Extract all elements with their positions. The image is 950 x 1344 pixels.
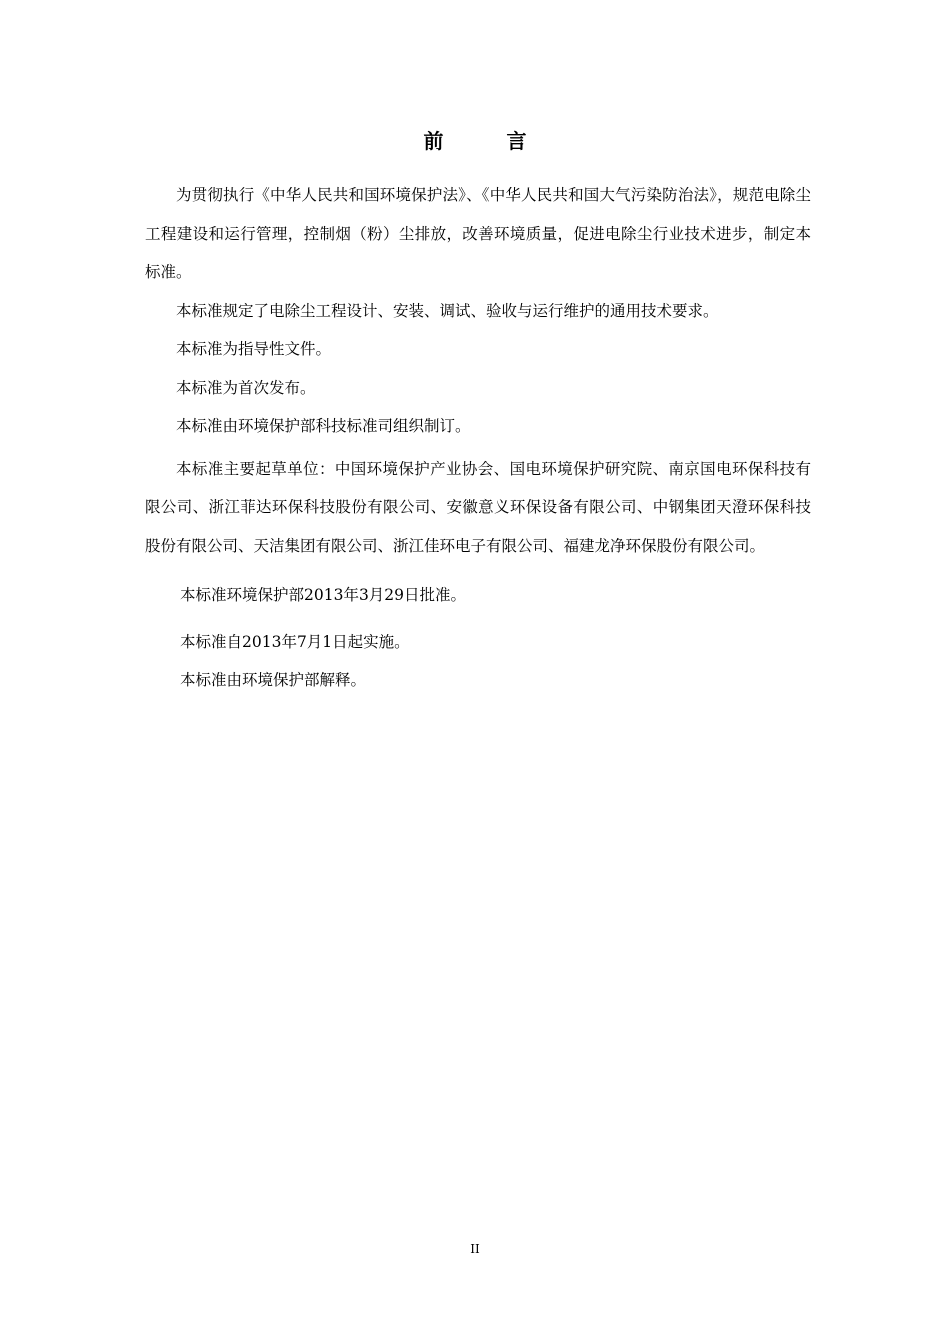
paragraph-drafters: 本标准主要起草单位：中国环境保护产业协会、国电环境保护研究院、南京国电环保科技有限公司、浙江菲达环保科技股份有限公司、安徽意义环保设备有限公司、中钢集团天澄环保科技股份有限公司、天洁集团有限公司、浙江佳环电子有限公司、福建龙净环保股份有限公司。 — [145, 459, 811, 555]
paragraph-organizer: 本标准由环境保护部科技标准司组织制订。 — [176, 417, 471, 435]
paragraph-first-release: 本标准为首次发布。 — [176, 378, 316, 397]
paragraph-nature: 本标准为指导性文件。 — [176, 340, 332, 358]
paragraph-purpose: 为贯彻执行《中华人民共和国环境保护法》、《中华人民共和国大气污染防治法》，规范电除尘工程建设和运行管理，控制烟（粉）尘排放，改善环境质量，促进电除尘行业技术进步，制定本标准。 — [145, 186, 811, 281]
page-title: 前 言 — [423, 129, 555, 153]
paragraph-interpretation: 本标准由环境保护部解释。 — [180, 671, 367, 689]
paragraph-effective-date: 本标准自2013年7月1日起实施。 — [180, 632, 410, 651]
paragraph-scope: 本标准规定了电除尘工程设计、安装、调试、验收与运行维护的通用技术要求。 — [176, 301, 719, 320]
paragraph-approval: 本标准环境保护部2013年3月29日批准。 — [180, 586, 467, 604]
page-number: II — [470, 1242, 480, 1256]
body-text — [145, 176, 811, 700]
